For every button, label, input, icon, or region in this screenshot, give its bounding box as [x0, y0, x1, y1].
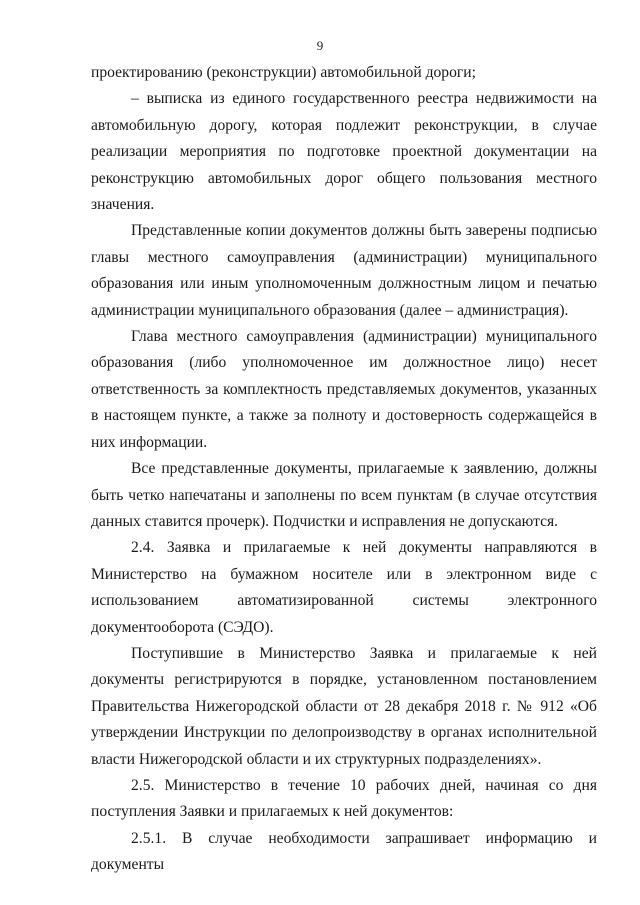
paragraph-certified-copies: Представленные копии документов должны быть заверены подписью главы местного самоуправления (администрации) муниципального образования или иным уполномоченным должностным лицом и печатью администрации муниципального образования (далее – администрация).	[91, 222, 597, 319]
paragraph-registration: Поступившие в Министерство Заявка и прилагаемые к ней документы регистрируются в порядке, установленном постановлением Правительства Нижегородской области от 28 декабря 2018 г. № 912 «Об утверждении Инструкции по делопроизводству в органах исполнительной власти Нижегородской области и их структурных подразделениях».	[91, 644, 597, 768]
document-body	[91, 60, 597, 879]
page-number: 9	[316, 38, 324, 53]
paragraph-continuation: проектированию (реконструкции) автомобильной дороги;	[91, 64, 476, 81]
paragraph-registry-extract: – выписка из единого государственного реестра недвижимости на автомобильную дорогу, которая подлежит реконструкции, в случае реализации мероприятия по подготовке проектной документации на реконструкцию автомобильных дорог общего пользования местного значения.	[91, 90, 597, 214]
paragraph-responsibility: Глава местного самоуправления (администрации) муниципального образования (либо уполномоченное им должностное лицо) несет ответственность за комплектность представляемых документов, указанных в настоящем пункте, а также за полноту и достоверность содержащейся в них информации.	[91, 328, 597, 451]
paragraph-section-2-5: 2.5. Министерство в течение 10 рабочих дней, начиная со дня поступления Заявки и прилагаемых к ней документов:	[91, 776, 597, 821]
paragraph-section-2-5-1: 2.5.1. В случае необходимости запрашивает информацию и документы	[91, 829, 597, 874]
paragraph-document-quality: Все представленные документы, прилагаемые к заявлению, должны быть четко напечатаны и заполнены по всем пунктам (в случае отсутствия данных ставится прочерк). Подчистки и исправления не допускаются.	[91, 460, 597, 530]
paragraph-section-2-4: 2.4. Заявка и прилагаемые к ней документы направляются в Министерство на бумажном носителе или в электронном виде с использованием автоматизированной системы электронного документооборота (СЭДО).	[91, 539, 597, 636]
